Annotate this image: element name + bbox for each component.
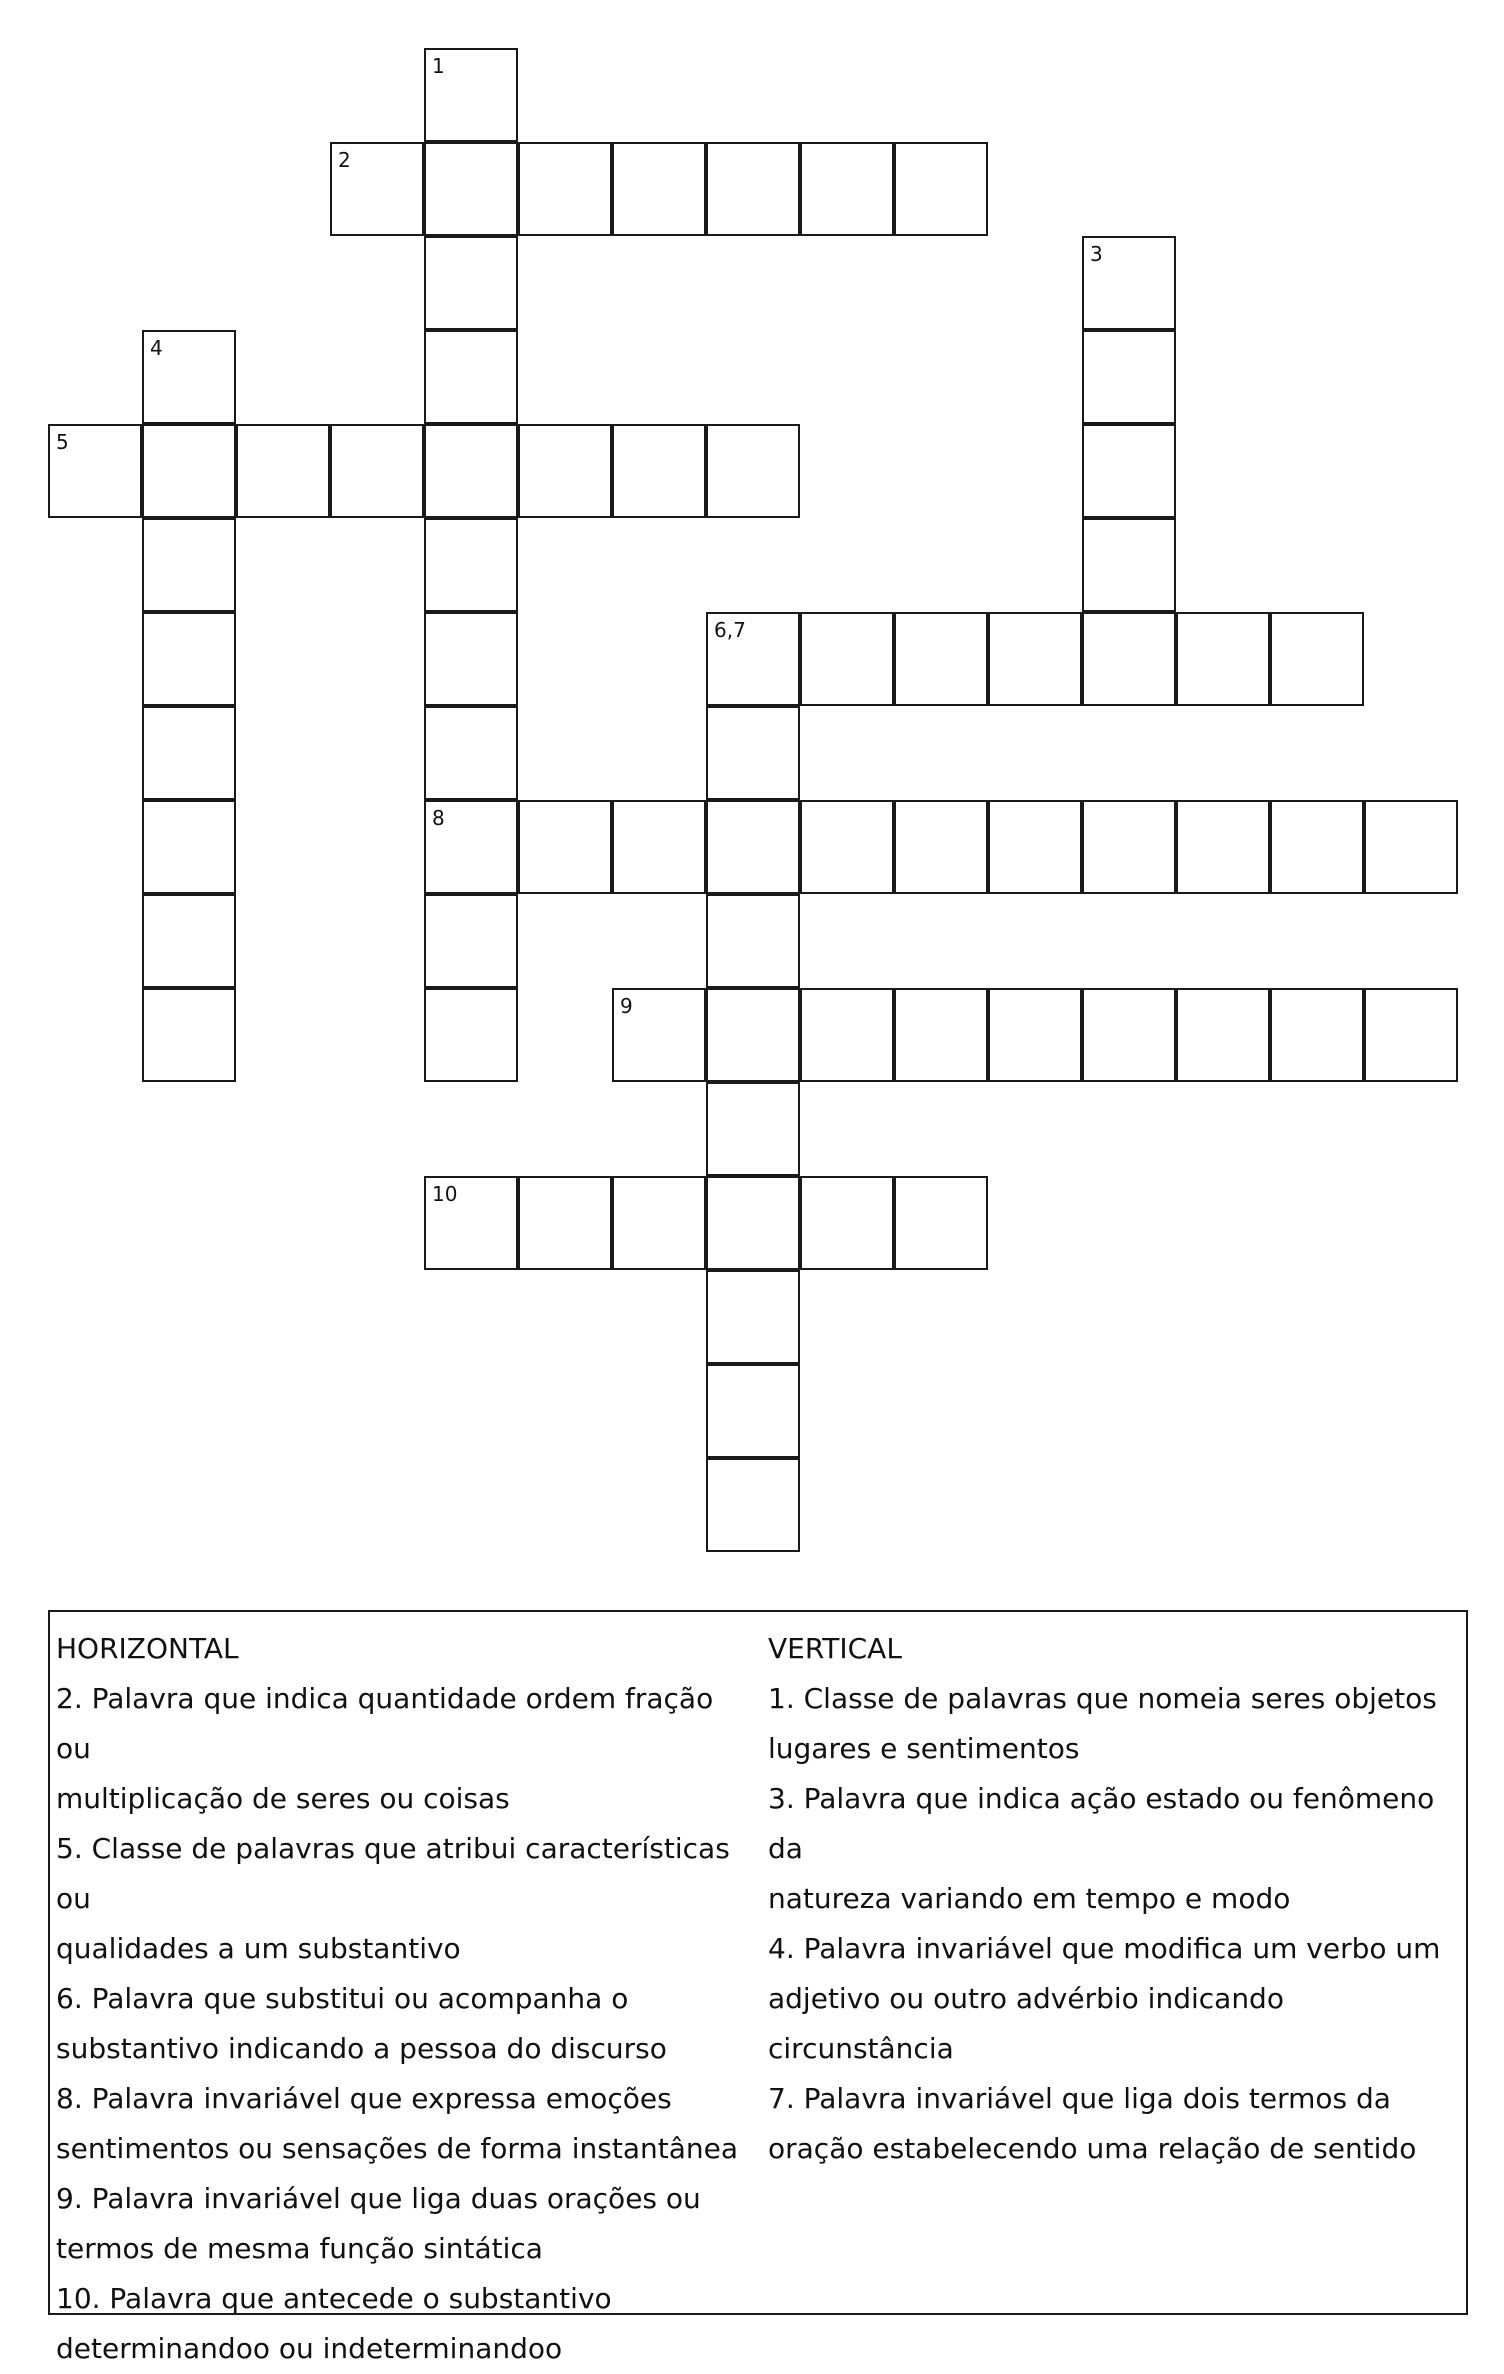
clue-number: 6,7 [714, 618, 746, 642]
grid-cell[interactable] [706, 1364, 800, 1458]
grid-cell[interactable] [424, 142, 518, 236]
grid-cell[interactable] [612, 1176, 706, 1270]
grid-cell[interactable] [424, 518, 518, 612]
grid-cell[interactable] [706, 1176, 800, 1270]
clue-number: 2 [338, 148, 351, 172]
grid-cell[interactable] [518, 1176, 612, 1270]
grid-cell[interactable] [142, 706, 236, 800]
grid-cell[interactable] [48, 424, 142, 518]
grid-cell[interactable] [706, 1082, 800, 1176]
grid-cell[interactable] [800, 142, 894, 236]
grid-cell[interactable] [988, 612, 1082, 706]
grid-cell[interactable] [1270, 988, 1364, 1082]
clue-h-5: 5. Classe de palavras que atribui características ou qualidades a um substantivo [56, 1832, 730, 1965]
grid-cell[interactable] [706, 142, 800, 236]
grid-cell[interactable] [142, 612, 236, 706]
grid-cell[interactable] [706, 424, 800, 518]
grid-cell[interactable] [424, 236, 518, 330]
grid-cell[interactable] [330, 424, 424, 518]
clue-number: 5 [56, 430, 69, 454]
grid-cell[interactable] [706, 800, 800, 894]
grid-cell[interactable] [800, 1176, 894, 1270]
grid-cell[interactable] [1082, 330, 1176, 424]
clue-number: 4 [150, 336, 163, 360]
grid-cell[interactable] [988, 800, 1082, 894]
grid-cell[interactable] [424, 800, 518, 894]
clue-h-8: 8. Palavra invariável que expressa emoções sentimentos ou sensações de forma instantânea [56, 2082, 738, 2165]
clue-h-10: 10. Palavra que antecede o substantivo determinandoo ou indeterminandoo [56, 2282, 612, 2365]
clue-v-1: 1. Classe de palavras que nomeia seres objetos lugares e sentimentos [768, 1682, 1437, 1765]
clues-box [48, 1610, 1468, 2365]
vertical-clues [768, 1624, 1468, 2174]
clue-number: 10 [432, 1182, 458, 1206]
grid-cell[interactable] [518, 800, 612, 894]
grid-cell[interactable] [424, 48, 518, 142]
grid-cell[interactable] [1082, 800, 1176, 894]
grid-cell[interactable] [424, 612, 518, 706]
grid-cell[interactable] [1082, 988, 1176, 1082]
clue-v-4: 4. Palavra invariável que modifica um verbo um adjetivo ou outro advérbio indicando circunstância [768, 1932, 1441, 2065]
grid-cell[interactable] [800, 800, 894, 894]
clue-v-3: 3. Palavra que indica ação estado ou fenômeno da natureza variando em tempo e modo [768, 1782, 1435, 1915]
grid-cell[interactable] [612, 424, 706, 518]
grid-cell[interactable] [142, 800, 236, 894]
grid-cell[interactable] [142, 424, 236, 518]
grid-cell[interactable] [142, 330, 236, 424]
grid-cell[interactable] [988, 988, 1082, 1082]
horizontal-header: HORIZONTAL [56, 1632, 239, 1665]
grid-cell[interactable] [1270, 800, 1364, 894]
grid-cell[interactable] [142, 518, 236, 612]
grid-cell[interactable] [142, 894, 236, 988]
clue-h-9: 9. Palavra invariável que liga duas orações ou termos de mesma função sintática [56, 2182, 701, 2265]
grid-cell[interactable] [706, 612, 800, 706]
grid-cell[interactable] [894, 142, 988, 236]
clue-h-2: 2. Palavra que indica quantidade ordem fração ou multiplicação de seres ou coisas [56, 1682, 714, 1815]
clue-number: 1 [432, 54, 445, 78]
horizontal-clues [56, 1624, 756, 2374]
grid-cell[interactable] [706, 988, 800, 1082]
grid-cell[interactable] [1176, 988, 1270, 1082]
grid-cell[interactable] [894, 988, 988, 1082]
grid-cell[interactable] [236, 424, 330, 518]
grid-cell[interactable] [424, 706, 518, 800]
grid-cell[interactable] [518, 142, 612, 236]
grid-cell[interactable] [800, 988, 894, 1082]
grid-cell[interactable] [1364, 988, 1458, 1082]
grid-cell[interactable] [1270, 612, 1364, 706]
grid-cell[interactable] [1176, 800, 1270, 894]
grid-cell[interactable] [142, 988, 236, 1082]
grid-cell[interactable] [706, 1270, 800, 1364]
clue-number: 9 [620, 994, 633, 1018]
grid-cell[interactable] [1082, 236, 1176, 330]
grid-cell[interactable] [424, 330, 518, 424]
grid-cell[interactable] [424, 1176, 518, 1270]
grid-cell[interactable] [518, 424, 612, 518]
grid-cell[interactable] [1364, 800, 1458, 894]
grid-cell[interactable] [706, 894, 800, 988]
grid-cell[interactable] [424, 894, 518, 988]
grid-cell[interactable] [424, 988, 518, 1082]
vertical-header: VERTICAL [768, 1632, 902, 1665]
grid-cell[interactable] [612, 800, 706, 894]
clue-h-6: 6. Palavra que substitui ou acompanha o substantivo indicando a pessoa do discurso [56, 1982, 667, 2065]
grid-cell[interactable] [612, 142, 706, 236]
grid-cell[interactable] [1176, 612, 1270, 706]
grid-cell[interactable] [1082, 424, 1176, 518]
grid-cell[interactable] [612, 988, 706, 1082]
grid-cell[interactable] [1082, 518, 1176, 612]
grid-cell[interactable] [706, 1458, 800, 1552]
grid-cell[interactable] [894, 612, 988, 706]
grid-cell[interactable] [894, 1176, 988, 1270]
grid-cell[interactable] [706, 706, 800, 800]
grid-cell[interactable] [800, 612, 894, 706]
grid-cell[interactable] [894, 800, 988, 894]
clue-v-7: 7. Palavra invariável que liga dois termos da oração estabelecendo uma relação de sentido [768, 2082, 1417, 2165]
grid-cell[interactable] [424, 424, 518, 518]
grid-cell[interactable] [1082, 612, 1176, 706]
clue-number: 3 [1090, 242, 1103, 266]
clue-number: 8 [432, 806, 445, 830]
grid-cell[interactable] [330, 142, 424, 236]
